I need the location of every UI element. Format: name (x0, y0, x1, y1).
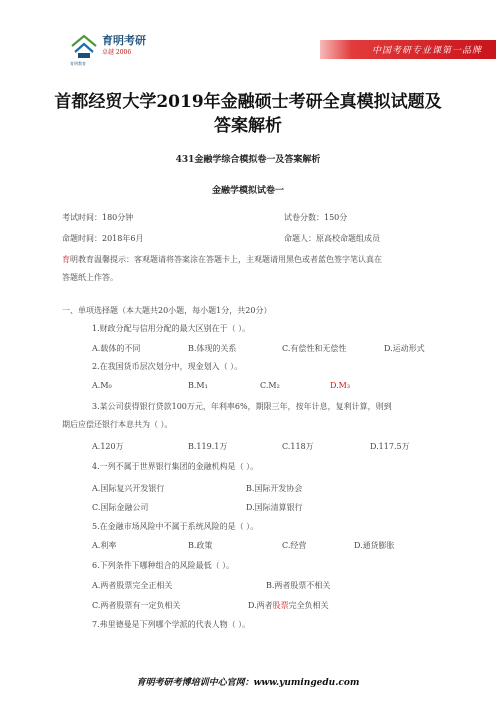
q4-option-b: B.国际开发协会 (246, 484, 303, 493)
q6-d-pre: D.两者 (248, 601, 273, 610)
q2-option-c: C.M₂ (260, 381, 280, 390)
doc-title-line1: 首都经贸大学2019年金融硕士考研全真模拟试题及 (54, 92, 442, 112)
doc-subtitle: 431金融学综合模拟卷一及答案解析 (175, 155, 321, 165)
q1-option-d: D.运动形式 (384, 344, 425, 353)
q1-option-c: C.有偿性和无偿性 (282, 344, 347, 353)
q1-option-b: B.体现的关系 (188, 344, 237, 353)
q2-option-b: B.M₁ (188, 381, 208, 390)
logo-sub: 卓越 2006 (102, 49, 132, 56)
create-time: 命题时间：2018年6月 (62, 234, 144, 243)
doc-title-line2: 答案解析 (214, 116, 282, 136)
q7-stem: 7.弗里德曼是下列哪个学派的代表人物（ ）。 (92, 620, 251, 629)
q3-option-a: A.120万 (92, 442, 124, 451)
q2-option-a: A.M₀ (92, 381, 112, 390)
q6-option-c: C.两者股票有一定负相关 (92, 601, 181, 610)
q2-option-d: D.M₃ (330, 381, 351, 390)
section-title: 金融学模拟试卷一 (211, 186, 284, 196)
creator: 命题人：原高校命题组成员 (284, 234, 380, 243)
q3-option-d: D.117.5万 (370, 442, 410, 451)
q5-option-a: A.利率 (92, 541, 117, 550)
q5-option-b: B.政策 (188, 541, 213, 550)
q3-stem-line1: 3.某公司获得银行贷款100万元，年利率6%，期限三年，按年计息，复利计算，则到 (92, 402, 392, 411)
q2-stem: 2.在我国货币层次划分中，现金划入（ ）。 (92, 362, 243, 371)
q4-option-d: D.国际清算银行 (246, 503, 303, 512)
slogan-text: 中国考研专业课第一品牌 (371, 46, 482, 56)
q5-option-c: C.经营 (282, 541, 307, 550)
q6-d-post: 完全负相关 (288, 601, 329, 610)
q3-option-b: B.119.1万 (188, 442, 228, 451)
page-header (0, 0, 496, 70)
notice-line1 (62, 254, 382, 266)
exam-time: 考试时间：180分钟 (62, 213, 134, 222)
logo-mark-icon (70, 30, 98, 60)
q6-d-highlight: 股票 (272, 601, 289, 610)
page-footer: 育明考研考博培训中心官网：www.yumingedu.com (136, 678, 360, 688)
q3-stem-line2: 期后应偿还银行本息共为（ ）。 (62, 420, 173, 429)
q6-option-a: A.两者股票完全正相关 (92, 581, 173, 590)
q6-option-d (248, 600, 329, 612)
logo-tag: 育明教育 (70, 61, 86, 66)
q3-option-c: C.118万 (282, 442, 314, 451)
q5-option-d: D.通货膨胀 (354, 541, 395, 550)
notice-rest: 明教育温馨提示：客观题请将答案涂在答题卡上，主观题请用黑色或者蓝色签字笔认真在 (70, 255, 382, 264)
q6-option-b: B.两者股票不相关 (266, 581, 331, 590)
slogan-bar (320, 40, 496, 59)
q5-stem: 5.在金融市场风险中不属于系统风险的是（ ）。 (92, 522, 259, 531)
q4-option-a: A.国际复兴开发银行 (92, 484, 165, 493)
q1-option-a: A.载体的不同 (92, 344, 141, 353)
logo-brand: 育明考研 (102, 34, 146, 47)
q4-stem: 4.一列不属于世界银行集团的金融机构是（ ）。 (92, 462, 259, 471)
notice-line2: 答题纸上作答。 (62, 273, 118, 282)
part1-heading: 一、单项选择题（本大题共20小题，每小题1分，共20分） (62, 306, 272, 315)
logo (70, 30, 180, 66)
q6-stem: 6.下列条件下哪种组合的风险最低（ ）。 (92, 561, 235, 570)
q4-option-c: C.国际金融公司 (92, 503, 149, 512)
exam-score: 试卷分数：150分 (284, 213, 348, 222)
notice-prefix: 育 (62, 255, 70, 264)
q1-stem: 1.财政分配与信用分配的最大区别在于（ ）。 (92, 324, 251, 333)
